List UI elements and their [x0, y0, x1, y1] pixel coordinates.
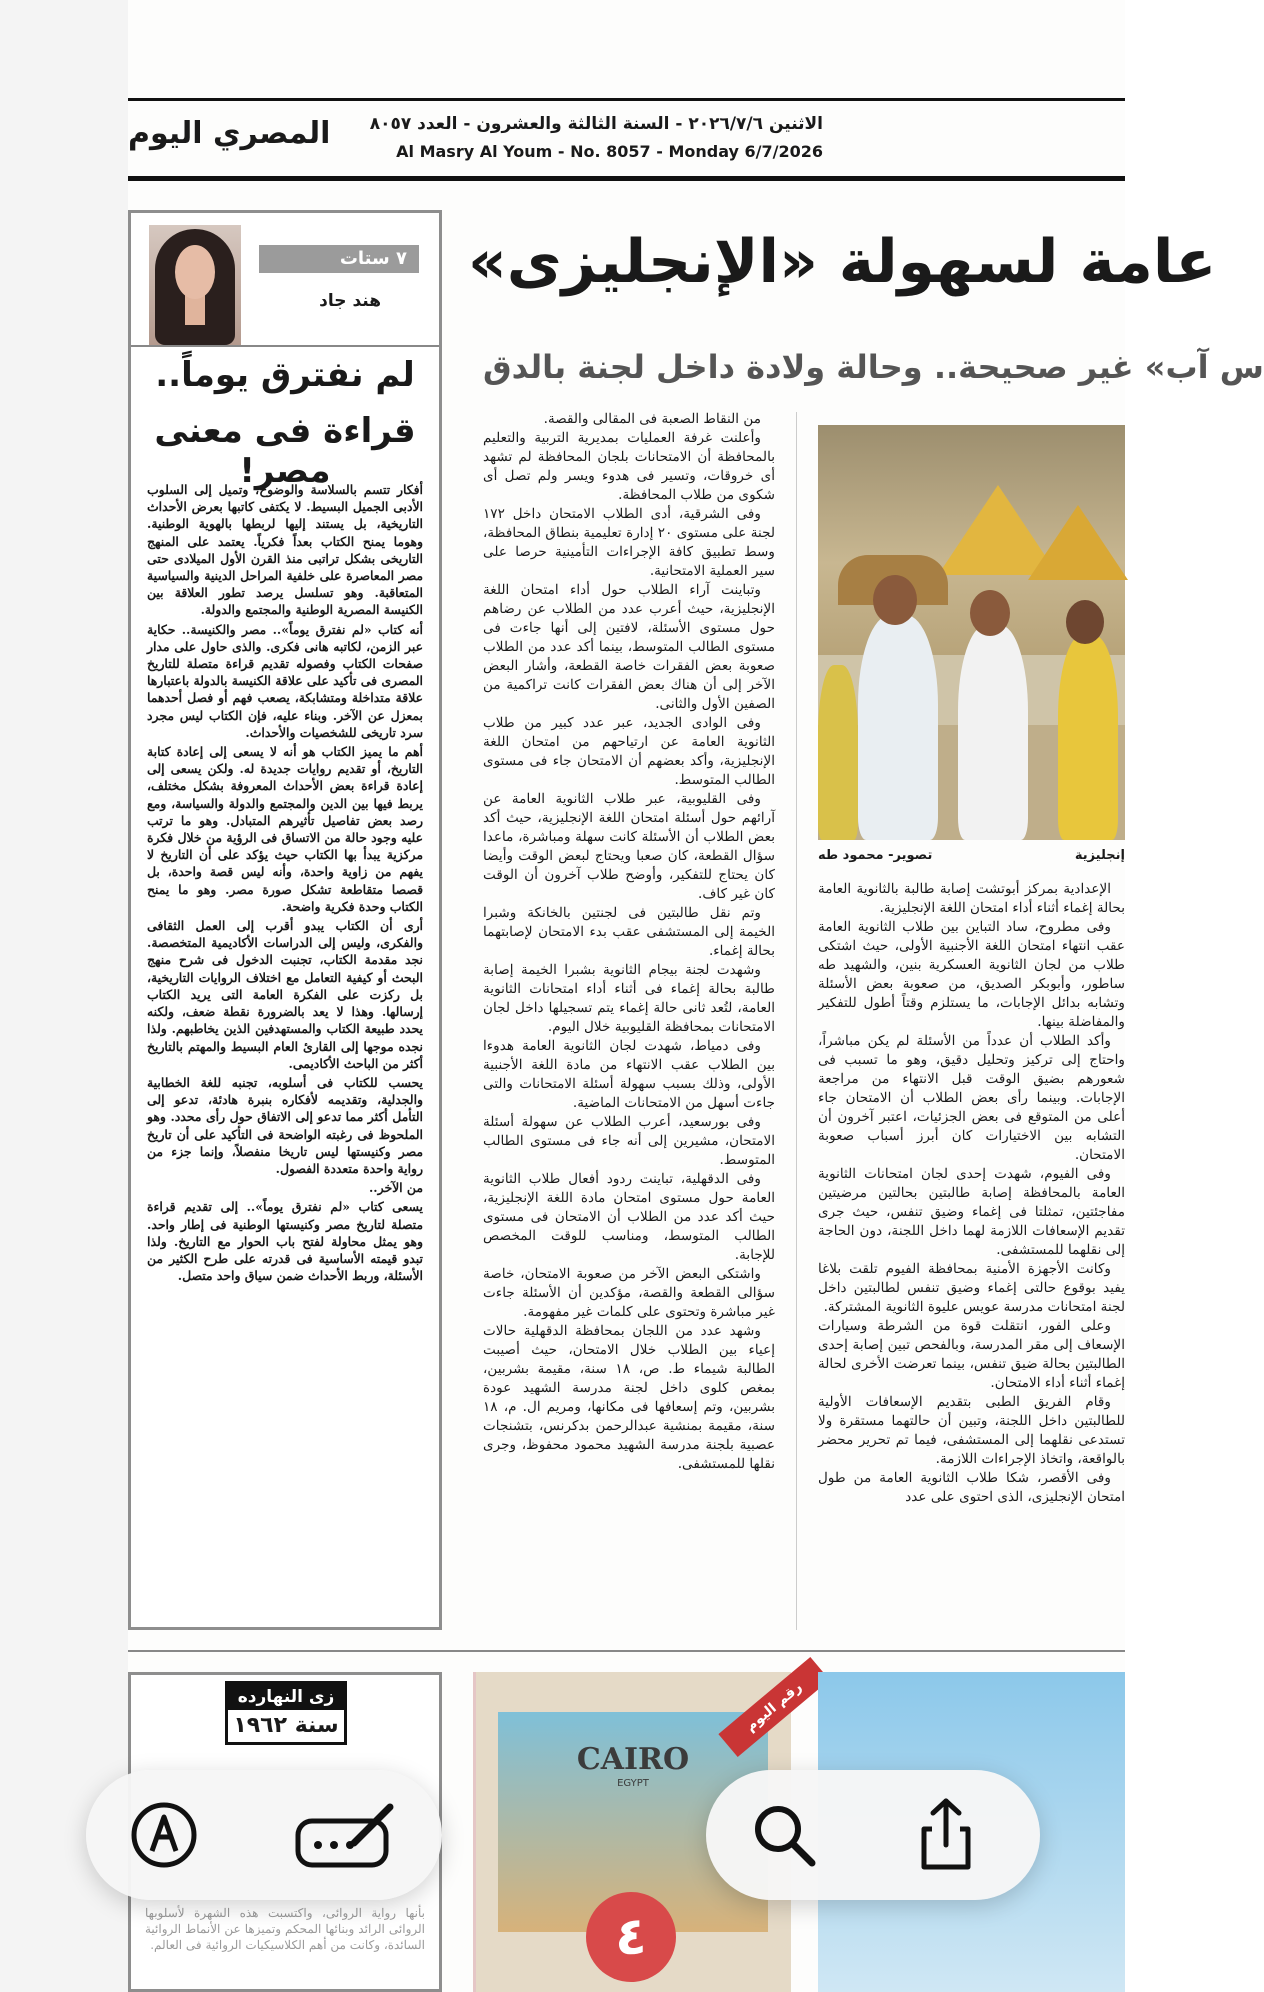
column-paragraph: يحسب للكتاب فى أسلوبه، تجنبه للغة الخطابية والجدلية، وتقديمه لأفكاره بنبرة هادئة، تدعو إلى التأمل أكثر مما تدعو إلى الاتفاق حول رأى محدد. وهو الملحوظ فى رغبته الواضحة فى التأكيد على أن تاريخ مصر وكنيستها ليس تاريخا منفصلاً، وإنما جزء من رواية واحدة متعددة الفصول. — [147, 1074, 423, 1176]
search-icon[interactable] — [744, 1795, 824, 1875]
number-badge: ٤ — [586, 1892, 676, 1982]
article-paragraph: وشهد عدد من اللجان بمحافظة الدقهلية حالات إعياء بين الطلاب خلال الامتحان، حيث أصيبت الطالبة شيماء ط. ص، ١٨ سنة، مقيمة بشربين، بمغص كلوى داخل لجنة مدرسة الشهيد عودة بشربين، وتم إسعافها فى مكانها، ومريم ال. م، ١٨ سنة، مقيمة بمنشية عبدالرحمن بدكرنس، بتشنجات عصبية بلجنة مدرسة الشهيد محمود محفوظ، وجرى نقلها للمستشفى. — [483, 1323, 775, 1472]
column-separator — [796, 412, 797, 1630]
sub-headline-text: س آب» غير صحيحة.. وحالة ولادة داخل لجنة بالدق — [483, 348, 1264, 386]
column-paragraph: أنه كتاب «لم نفترق يوماً».. مصر والكنيسة.. حكاية عبر الزمن، لكاتبه هانى فكرى. والذى حاول على مدار صفحات الكتاب وفصوله تقديم قراءة متصلة للتاريخ المصرى فى تأكيد على علاقة الكنيسة بالدولة باعتبارها علاقة متداخلة ومتشابكة، يصعب فهم أو فصل أحدهما بمعزل عن الآخر. وبناء عليه، فإن الكتاب ليس مجرد سرد تاريخى للشخصيات والأحداث. — [147, 621, 423, 740]
students-photo — [818, 425, 1125, 840]
page-margin — [0, 0, 128, 1992]
author-photo — [149, 225, 241, 345]
actions-toolbar — [706, 1770, 1040, 1900]
masthead-rule — [128, 98, 1125, 101]
column-paragraph: من الآخر.. — [368, 1180, 423, 1196]
article-paragraph: وتم نقل طالبتين فى لجنتين بالخانكة وشبرا الخيمة إلى المستشفى عقب بدء الامتحان لإصابتهما بحالة إغماء. — [483, 905, 775, 959]
section-divider — [128, 1650, 1125, 1652]
column-body — [147, 481, 423, 1286]
on-this-day-year: سنة ١٩٦٢ — [233, 1713, 339, 1738]
poster-subtitle: EGYPT — [617, 1778, 649, 1789]
markup-pen-icon[interactable] — [124, 1795, 204, 1875]
article-paragraph: وكانت الأجهزة الأمنية بمحافظة الفيوم تلقت بلاغا يفيد بوقوع حالتى إغماء وضيق تنفس لطالبتين داخل لجنة امتحانات مدرسة عويس عليوة الثانوية المشتركة. — [818, 1261, 1125, 1315]
column-badge: ٧ ستات — [259, 245, 419, 273]
article-paragraph: وأعلنت غرفة العمليات بمديرية التربية والتعليم بالمحافظة أن الامتحانات بلجان المحافظة لم تشهد أى خروقات، وتسير فى هدوء ويسر ولم تصل أى شكوى من طلاب المحافظة. — [483, 430, 775, 503]
column-paragraph: أرى أن الكتاب يبدو أقرب إلى العمل الثقافى والفكرى، وليس إلى الدراسات الأكاديمية المتخصصة. نجد مقدمة الكتاب، تجنبت الدخول فى شرح منهج البحث أو كيفية التعامل مع اختلاف الروايات التاريخية، بل ركزت على الفكرة العامة التى يريد الكتاب إرسالها. وهذا لا يعد بالضرورة نقطة ضعف، ولكنه يحدد طبيعة الكتاب والمستهدفين الذين يخاطبهم. ولذا نجده موجها إلى القارئ العام البسيط والمهتم بالتاريخ أكثر من الباحث الأكاديمى. — [147, 918, 423, 1071]
on-this-day-title: زى النهارده — [228, 1684, 344, 1710]
sub-headline — [483, 340, 1264, 400]
masthead — [128, 104, 1125, 174]
article-paragraph: وفى الوادى الجديد، عبر عدد كبير من طلاب الثانوية العامة عن ارتياحهم من امتحان اللغة الإنجليزية، وأكد بعضهم أن الامتحان جاء فى مستوى الطالب المتوسط. — [483, 715, 775, 788]
share-icon[interactable] — [906, 1795, 986, 1875]
photo-credit-line — [818, 848, 1125, 863]
column-paragraph: يسعى كتاب «لم نفترق يوماً».. إلى تقديم قراءة متصلة لتاريخ مصر وكنيستها الوطنية فى إطار واحد. وهو يمثل محاولة لفتح باب الحوار مع التاريخ. ولذا تبدو قيمته الأساسية فى قدرته على طرح الكثير من الأسئلة، وربط الأحداث ضمن سياق واحد متصل. — [147, 1199, 423, 1284]
column-paragraph: أفكار تتسم بالسلاسة والوضوح، وتميل إلى السلوب الأدبى الجميل البسيط. لا يكتفى كاتبها بعرض الأحداث التاريخية، بل يستند إليها لربطها بالهوية الوطنية. وهوما يمنح الكتاب بعداً فكرياً. يعتمد على المنهج التاريخى بشكل تراتبى منذ القرن الأول الميلادى حتى مصر المعاصرة على خلفية المراحل الدينية والسياسية المتعاقبة. وهو تسلسل يرصد تطور العلاقة بين الكنيسة المصرية الوطنية والمجتمع والدولة. — [147, 482, 423, 618]
article-paragraph: وفى الأقصر، شكا طلاب الثانوية العامة من طول امتحان الإنجليزى، الذى احتوى على عدد — [818, 1470, 1125, 1505]
photo-caption: إنجليزية — [1074, 848, 1125, 863]
masthead-rule-bottom — [128, 176, 1125, 181]
main-headline-text: عامة لسهولة «الإنجليزى» — [468, 227, 1217, 297]
opinion-column — [128, 210, 442, 1630]
article-paragraph: الإعدادية بمركز أبوتشت إصابة طالبة بالثانوية العامة بحالة إغماء أثناء أداء امتحان اللغة الإنجليزية. — [818, 881, 1125, 916]
newspaper-page — [128, 0, 1264, 1992]
article-paragraph: واشتكى البعض الآخر من صعوبة الامتحان، خاصة سؤالى القطعة والقصة، مؤكدين أن الأسئلة جاءت غير مباشرة وتحتوى على كلمات غير مفهومة. — [483, 1266, 775, 1320]
article-paragraph: وفى القليوبية، عبر طلاب الثانوية العامة عن آرائهم حول أسئلة امتحان اللغة الإنجليزية، حيث أكد بعض الطلاب أن الأسئلة كانت سهلة ومباشرة، ماعدا سؤال القطعة، كان صعبا ويحتاج لبعض الوقت وأيضا كان يحتاج للتفكير، وأوضح طلاب آخرون أن الوقت كان غير كاف. — [483, 791, 775, 902]
article-paragraph: وأكد الطلاب أن عدداً من الأسئلة لم يكن مباشراً، واحتاج إلى تركيز وتحليل دقيق، وهو ما تسبب فى شعورهم بضيق الوقت قبل الانتهاء من مراجعة الإجابات. وبينما رأى بعض الطلاب أن الامتحان جاء أعلى من المتوقع فى بعض الجزئيات، اعتبر آخرون أن التشابه بين الاختيارات كان أبرز أسباب صعوبة الامتحان. — [818, 1033, 1125, 1163]
article-paragraph: وفى مطروح، ساد التباين بين طلاب الثانوية العامة عقب انتهاء امتحان اللغة الأجنبية الأولى، حيث اشتكى طلاب من لجان الثانوية العسكرية بنين، والشهيد طه ساطور، وأبوبكر الصديق، من صعوبة بعض الأسئلة وتشابه بدائل الإجابات، ما يستلزم وقتاً أطول للتفكير والمفاضلة بينها. — [818, 919, 1125, 1030]
article-paragraph: من النقاط الصعبة فى المقالى والقصة. — [543, 411, 761, 427]
article-paragraph: وفى الدقهلية، تباينت ردود أفعال طلاب الثانوية العامة حول مستوى امتحان مادة اللغة الإنجليزية، حيث أكد عدد من الطلاب أن الامتحان فى مستوى الطالب المتوسط، ومناسب للوقت المخصص للإجابة. — [483, 1171, 775, 1263]
article-paragraph: وشهدت لجنة بيجام الثانوية بشبرا الخيمة إصابة طالبة بحالة إغماء فى أثناء أداء امتحانات الثانوية العامة، لتُعد ثانى حالة إغماء يتم تسجيلها داخل لجان الامتحانات بمحافظة القليوبية خلال اليوم. — [483, 962, 775, 1035]
article-paragraph: وفى دمياط، شهدت لجان الثانوية العامة هدوءا بين الطلاب عقب الانتهاء من مادة اللغة الأجنبية الأولى، وذلك بسبب سهولة أسئلة الامتحانات والتى جاءت أسهل من الامتحانات الماضية. — [483, 1038, 775, 1111]
column-title-line1: لم نفترق يوماً.. — [155, 355, 415, 395]
column-author: هند جاد — [319, 291, 381, 311]
on-this-day-text: بأنها رواية الروائى، واكتسبت هذه الشهرة لأسلوبها الروائى الرائد وبنائها المحكم وتميزها عن الأنماط الروائية السائدة، وكانت من أهم الكلاسيكيات الروائية فى العالم. — [145, 1906, 425, 1952]
on-this-day-box — [225, 1681, 347, 1745]
article-paragraph: وفى الفيوم، شهدت إحدى لجان امتحانات الثانوية العامة بالمحافظة إصابة طالبتين بحالتين مرضيتين مفاجئتين، تمثلتا فى إغماء وضيق تنفس، حيث جرى تقديم الإسعافات اللازمة لهما داخل اللجنة، دون الحاجة إلى نقلهما للمستشفى. — [818, 1166, 1125, 1258]
newspaper-logo: المصري اليوم — [128, 116, 331, 151]
photo-credit: تصوير- محمود طه — [818, 848, 933, 863]
markup-toolbar — [86, 1770, 442, 1900]
issue-date-english: Al Masry Al Youm - No. 8057 - Monday 6/7/2026 — [396, 142, 823, 161]
issue-date-arabic: الاثنين ٢٠٢٦/٧/٦ - السنة الثالثة والعشرون - العدد ٨٠٥٧ — [369, 114, 823, 134]
poster-title: CAIRO — [576, 1742, 690, 1777]
column-paragraph: أهم ما يميز الكتاب هو أنه لا يسعى إلى إعادة كتابة التاريخ، أو تقديم روايات جديدة له. ولكن يسعى إلى إعادة قراءة بعض الأحداث المعروفة بشكل مختلف، يربط فيها بين الدين والمجتمع والدولة والسياسة، ومع رصد بعض تفاصيل تأثيرهم المتبادل. وهو ما ترتب عليه وجود حالة من الاتساق فى الرؤية من خلال فكرة مركزية يبدأ بها الكتاب حيث يؤكد على أن التاريخ لا يفهم من زاوية واحدة، وأنه ليس قصة واحدة، بل قصصا متقاطعة تشكل صورة مصر. وهو ما يمنح الكتاب وحدة فكرية واضحة. — [147, 744, 423, 914]
column-divider — [131, 345, 439, 347]
number-of-day-ribbon: رقم اليوم — [718, 1657, 829, 1757]
article-paragraph: وعلى الفور، انتقلت قوة من الشرطة وسيارات الإسعاف إلى مقر المدرسة، وبالفحص تبين إصابة إحدى الطالبتين بحالة ضيق تنفس، بينما تعرضت الأخرى لحالة إغماء أثناء أداء الامتحان. — [818, 1318, 1125, 1391]
article-column-middle — [483, 410, 775, 1632]
column-title-line2: قراءة فى معنى مصر! — [154, 411, 416, 491]
article-column-right — [818, 880, 1125, 1632]
annotate-edit-icon[interactable] — [292, 1795, 402, 1875]
main-headline — [468, 212, 1217, 312]
article-paragraph: وفى الشرقية، أدى الطلاب الامتحان داخل ١٧٢ لجنة على مستوى ٢٠ إدارة تعليمية بنطاق المحافظة، وسط تطبيق كافة الإجراءات التأمينية حرصا على سير العملية الامتحانية. — [483, 506, 775, 579]
article-paragraph: وتباينت آراء الطلاب حول أداء امتحان اللغة الإنجليزية، حيث أعرب عدد من الطلاب عن رضاهم حول مستوى الأسئلة، لافتين إلى أنها جاءت فى مستوى الطالب المتوسط، بينما أكد عدد من الطلاب صعوبة بعض الفقرات خاصة القطعة، وأشار البعض الآخر إلى أن هناك بعض الفقرات كانت تراكمية من الصفين الأول والثانى. — [483, 582, 775, 712]
article-paragraph: وفى بورسعيد، أعرب الطلاب عن سهولة أسئلة الامتحان، مشيرين إلى أنه جاء فى مستوى الطالب المتوسط. — [483, 1114, 775, 1168]
article-paragraph: وقام الفريق الطبى بتقديم الإسعافات الأولية للطالبتين داخل اللجنة، وتبين أن حالتهما مستقرة ولا تستدعى نقلهما إلى المستشفى، فيما تم تحرير محضر بالواقعة، واتخاذ الإجراءات اللازمة. — [818, 1394, 1125, 1467]
